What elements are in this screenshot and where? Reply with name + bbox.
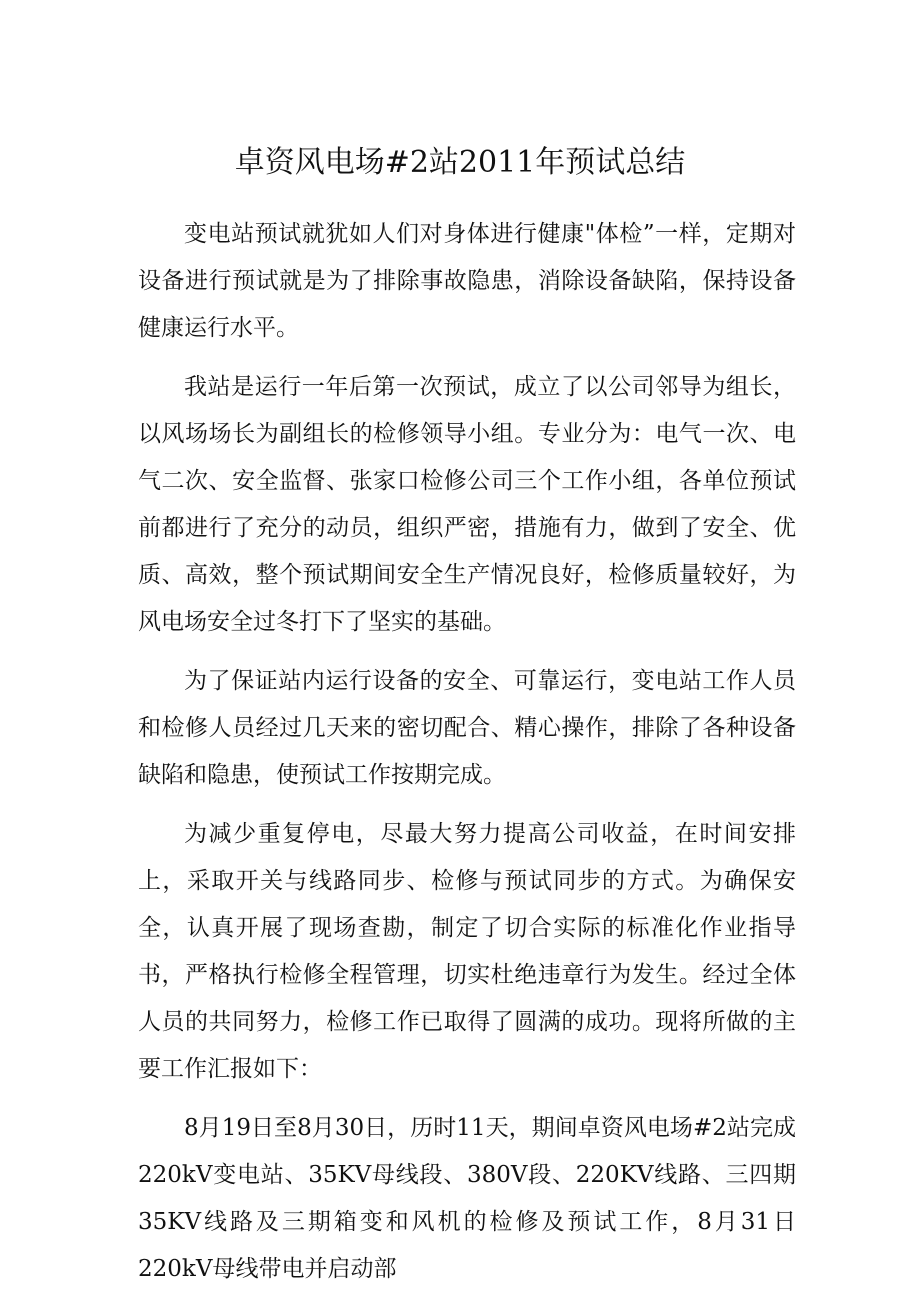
paragraph: 为减少重复停电，尽最大努力提高公司收益，在时间安排上，采取开关与线路同步、检修与预试同步的方式。为确保安全，认真开展了现场查勘，制定了切合实际的标准化作业指导书，严格执行检修全程管理，切实杜绝违章行为发生。经过全体人员的共同努力，检修工作已取得了圆满的成功。现将所做的主要工作汇报如下： (138, 821, 796, 1082)
paragraph: 变电站预试就犹如人们对身体进行健康"体检”一样，定期对设备进行预试就是为了排除事故隐患，消除设备缺陷，保持设备健康运行水平。 (138, 221, 796, 341)
paragraph: 8月19日至8月30日，历时11天，期间卓资风电场#2站完成220kV变电站、35KV母线段、380V段、220KV线路、三四期35KV线路及三期箱变和风机的检修及预试工作，8月31日220kV母线带电并启动部 (138, 1115, 796, 1282)
document-body (138, 211, 796, 1305)
document-title: 卓资风电场#2站2011年预试总结 (234, 145, 686, 180)
paragraph: 为了保证站内运行设备的安全、可靠运行，变电站工作人员和检修人员经过几天来的密切配合、精心操作，排除了各种设备缺陷和隐患，使预试工作按期完成。 (138, 668, 796, 788)
paragraph: 我站是运行一年后第一次预试，成立了以公司邻导为组长，以风场场长为副组长的检修领导小组。专业分为：电气一次、电气二次、安全监督、张家口检修公司三个工作小组，各单位预试前都进行了充分的动员，组织严密，措施有力，做到了安全、优质、高效，整个预试期间安全生产情况良好，检修质量较好，为风电场安全过冬打下了坚实的基础。 (138, 374, 796, 635)
